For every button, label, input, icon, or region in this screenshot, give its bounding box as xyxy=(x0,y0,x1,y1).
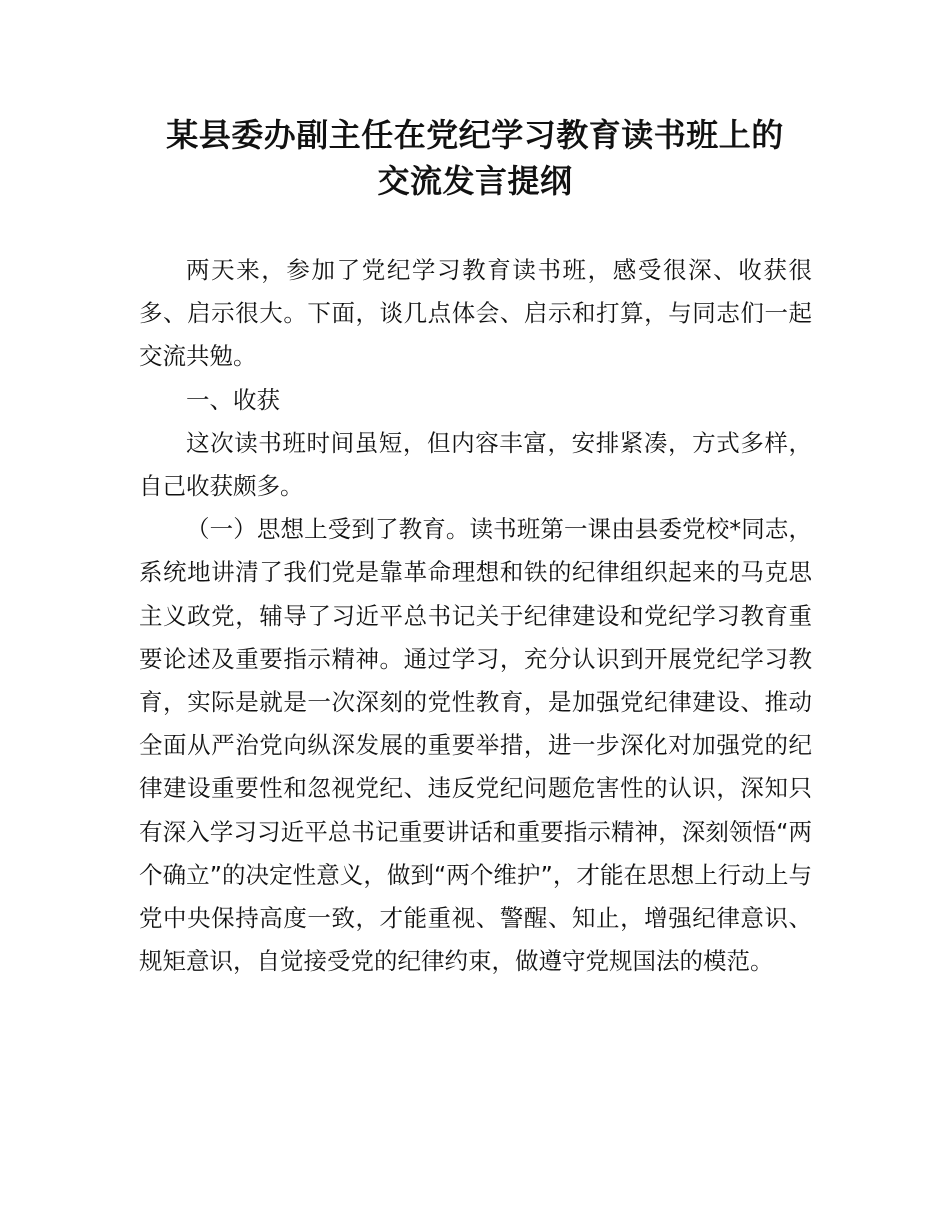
subsection-paragraph-thought: （一）思想上受到了教育。读书班第一课由县委党校*同志，系统地讲清了我们党是靠革命理想和铁的纪律组织起来的马克思主义政党，辅导了习近平总书记关于纪律建设和党纪学习教育重要论述及重要指示精神。通过学习，充分认识到开展党纪学习教育，实际是就是一次深刻的党性教育，是加强党纪律建设、推动全面从严治党向纵深发展的重要举措，进一步深化对加强党的纪律建设重要性和忽视党纪、违反党纪问题危害性的认识，深知只有深入学习习近平总书记重要讲话和重要指示精神，深刻领悟“两个确立”的决定性意义，做到“两个维护”，才能在思想上行动上与党中央保持高度一致，才能重视、警醒、知止，增强纪律意识、规矩意识，自觉接受党的纪律约束，做遵守党规国法的模范。 xyxy=(139,515,812,976)
title-line-1: 某县委办副主任在党纪学习教育读书班上的 xyxy=(166,116,784,154)
section-heading-harvest: 一、收获 xyxy=(186,385,280,414)
document-body xyxy=(139,249,812,983)
summary-paragraph: 这次读书班时间虽短，但内容丰富，安排紧凑，方式多样，自己收获颇多。 xyxy=(139,428,812,501)
document-title xyxy=(100,112,850,204)
title-line-2: 交流发言提纲 xyxy=(377,162,573,200)
intro-paragraph: 两天来，参加了党纪学习教育读书班，感受很深、收获很多、启示很大。下面，谈几点体会、启示和打算，与同志们一起交流共勉。 xyxy=(139,256,812,371)
